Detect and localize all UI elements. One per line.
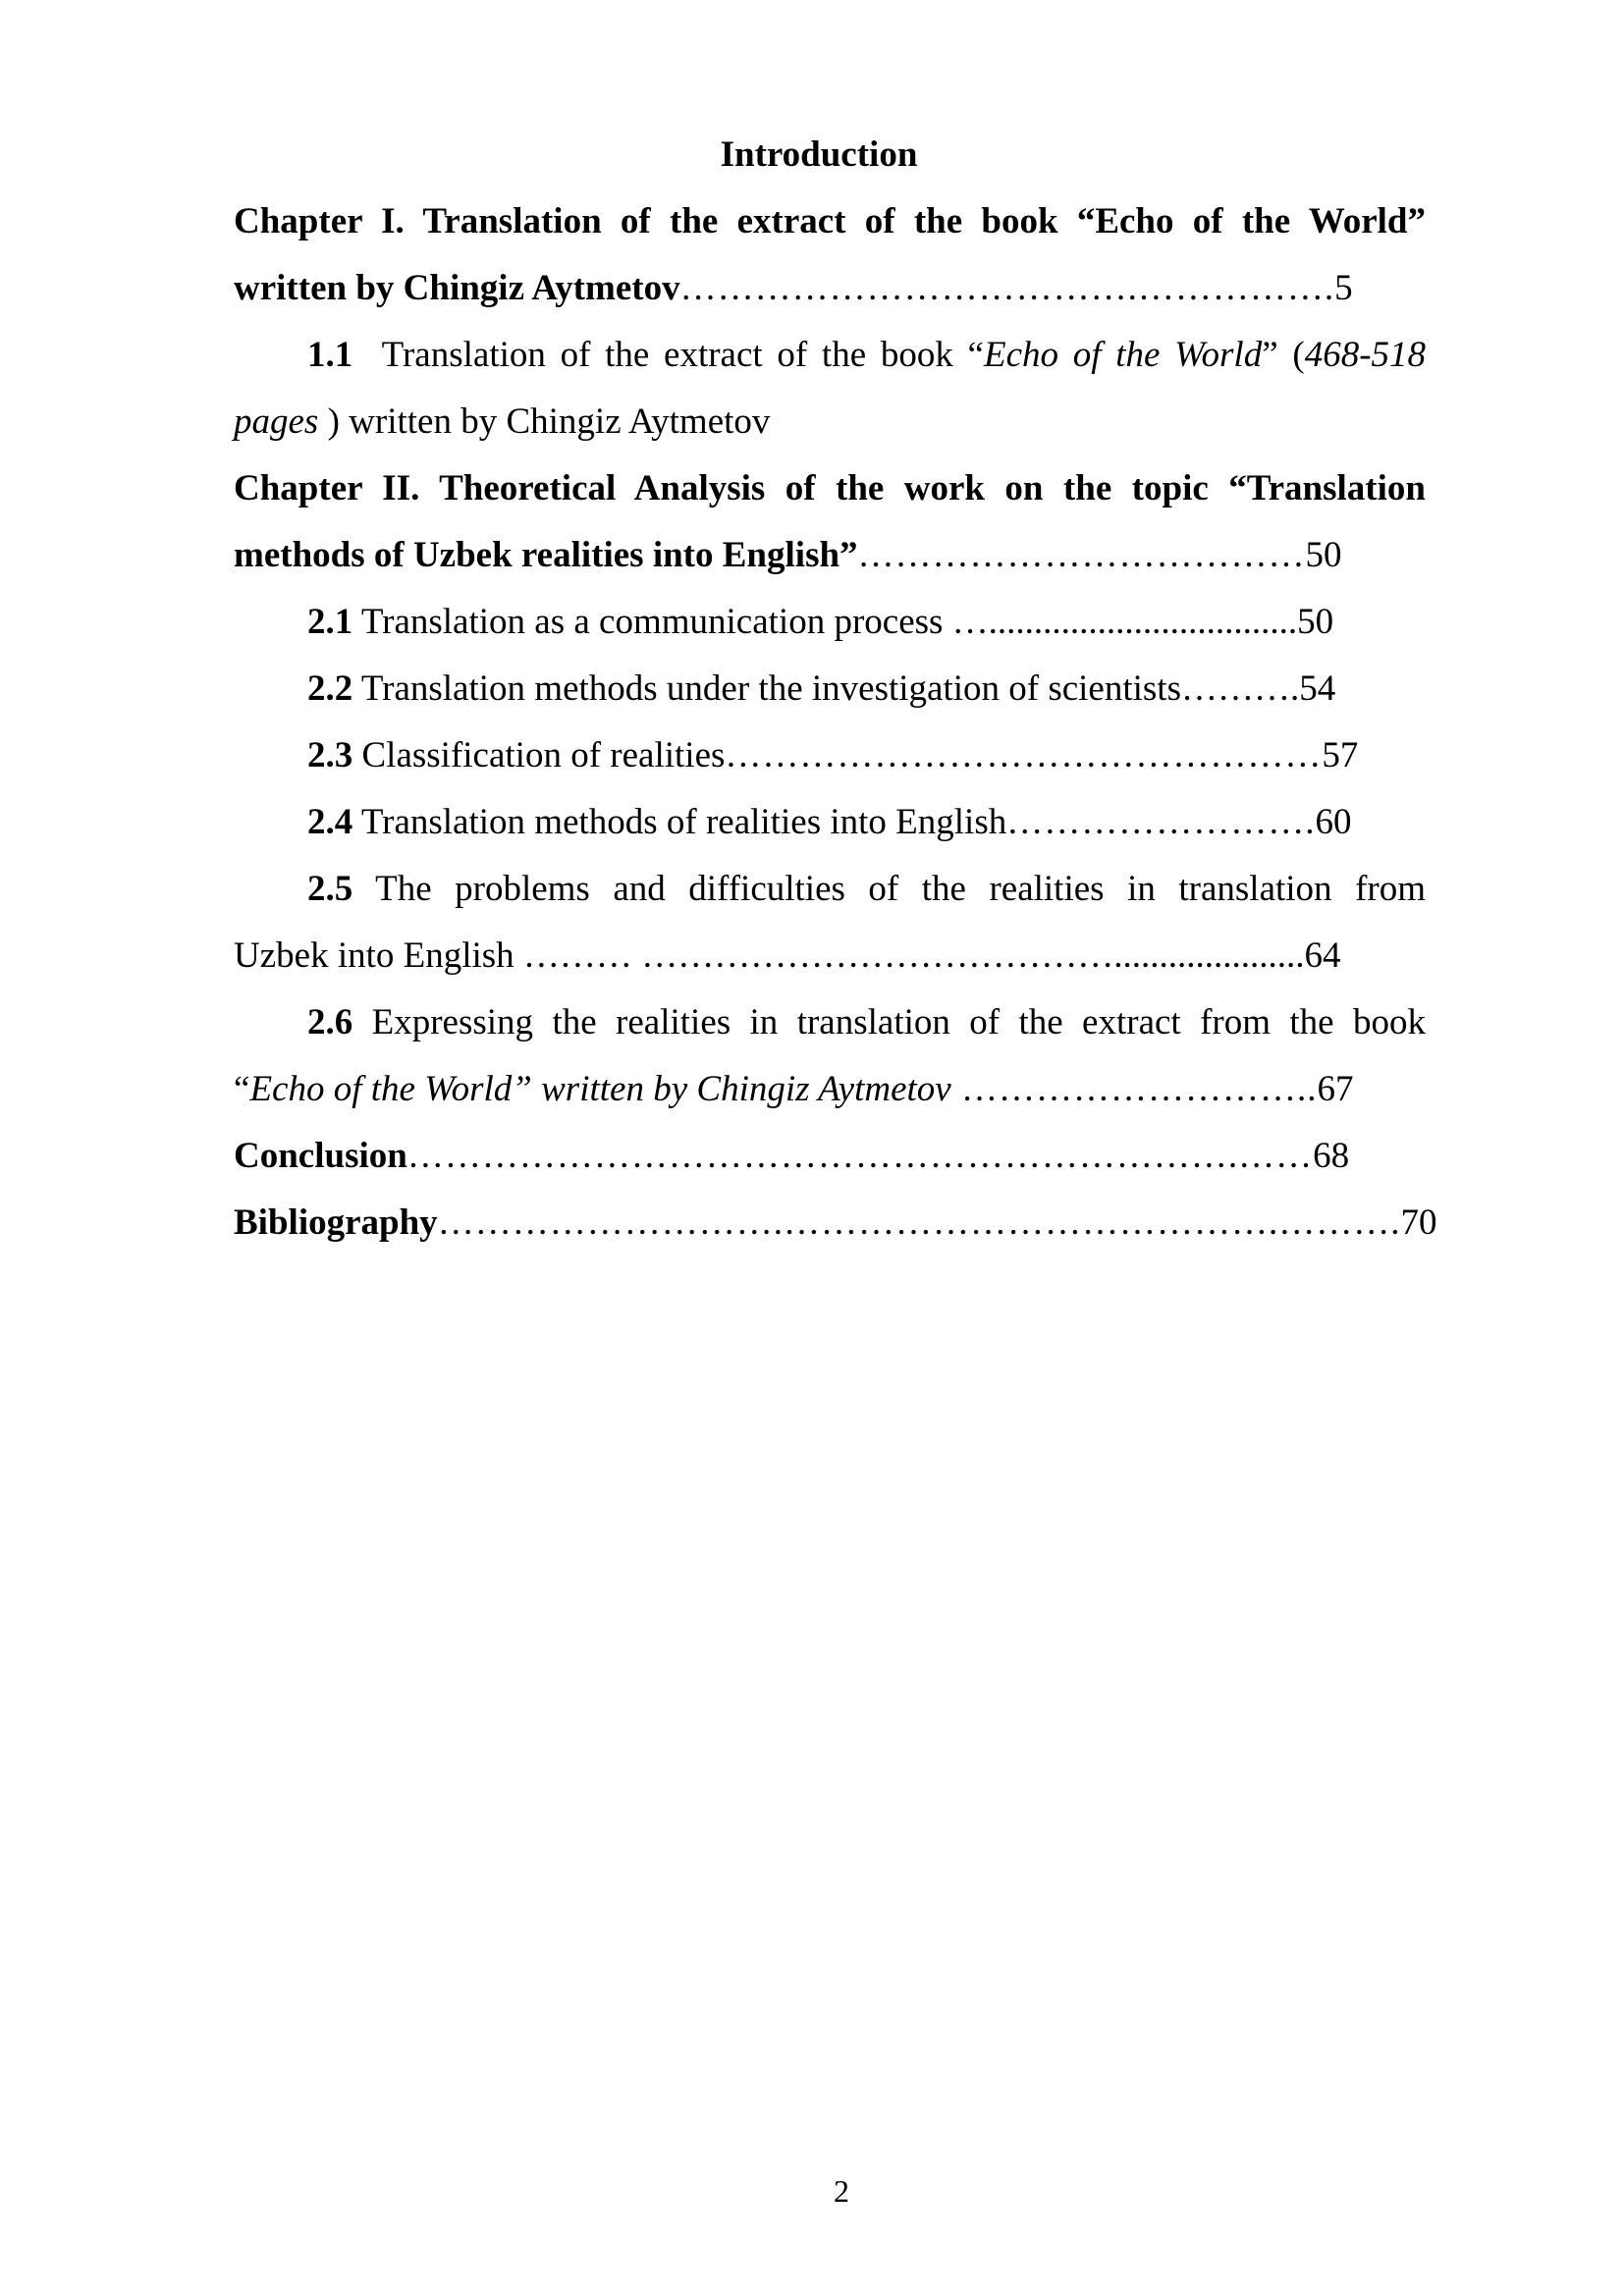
toc-chapter-1-title: written by Chingiz Aytmetov: [234, 268, 680, 308]
toc-open-quote: “: [234, 1069, 250, 1109]
toc-page-number: 68: [1313, 1136, 1350, 1176]
toc-leader-dots: ……………………………….…………….: [679, 268, 1335, 308]
toc-section-1-1-line-1: [234, 322, 1426, 389]
toc-section-2-6-line-2: [234, 1056, 1426, 1123]
toc-section-2-1: [234, 589, 1426, 656]
toc-section-2-2: [234, 656, 1426, 722]
table-of-contents: [234, 122, 1437, 1256]
toc-section-2-5-line-2: [234, 923, 1426, 989]
toc-section-book-title: Echo of the World: [983, 335, 1263, 375]
toc-leader-dots: ………………………..: [950, 1069, 1318, 1109]
toc-section-2-4: [234, 789, 1426, 856]
toc-section-2-3: [234, 722, 1426, 789]
toc-section-page-range: 468-518: [1304, 335, 1427, 375]
toc-leader-dots: ……………………….………………………………….……….: [437, 1202, 1401, 1243]
toc-leader-dots: ………………………………: [857, 535, 1306, 575]
toc-leader-dots: ……….: [1181, 668, 1300, 709]
toc-page-number: 50: [1305, 535, 1342, 575]
toc-chapter-2-title: methods of Uzbek realities into English”: [234, 535, 858, 575]
toc-page-number: 70: [1400, 1202, 1437, 1243]
toc-section-text: Translation as a communication process: [352, 602, 952, 642]
toc-section-number: 2.1: [307, 602, 353, 642]
toc-leader-dots: ………………………………….....................: [641, 935, 1305, 976]
toc-page-number: 64: [1304, 935, 1341, 976]
toc-section-number: 2.4: [307, 802, 353, 842]
toc-leader-dots: ………………………………………………………….……: [406, 1136, 1314, 1176]
toc-section-text: Uzbek into English ………: [234, 935, 642, 976]
toc-section-text: Translation of the extract of the book “: [381, 335, 984, 375]
toc-section-number: 2.3: [307, 735, 353, 775]
toc-page-number: 54: [1299, 668, 1336, 709]
toc-section-number: 2.2: [307, 668, 353, 709]
toc-section-text: ) written by Chingiz Aytmetov: [318, 401, 771, 442]
toc-page-number: 57: [1322, 735, 1359, 775]
toc-section-text: Translation methods under the investigation of scientists: [352, 668, 1181, 709]
toc-section-text: The problems and difficulties of the realities in translation from: [352, 869, 1426, 909]
toc-page-number: 50: [1297, 602, 1334, 642]
toc-section-pages-word: pages: [234, 401, 319, 442]
toc-section-1-1-line-2: [234, 389, 1426, 455]
toc-leader-dots: …..................................: [951, 602, 1298, 642]
page-number-footer: 2: [834, 2173, 849, 2209]
toc-section-2-5-line-1: [234, 856, 1426, 923]
toc-conclusion-title: Conclusion: [234, 1136, 407, 1176]
toc-section-number: 2.6: [307, 1002, 353, 1042]
toc-section-text: Translation methods of realities into English: [352, 802, 1007, 842]
toc-chapter-2-line-1: Chapter II. Theoretical Analysis of the work on the topic “Translation: [234, 468, 1426, 508]
toc-leader-dots: …………………….: [1006, 802, 1316, 842]
toc-section-2-6-line-1: [234, 989, 1426, 1056]
toc-page-number: 67: [1317, 1069, 1354, 1109]
toc-page-number: 5: [1334, 268, 1353, 308]
toc-section-book-title: Echo of the World” written by Chingiz Aytmetov: [249, 1069, 951, 1109]
toc-chapter-1-line-2: [234, 255, 1426, 322]
toc-chapter-2-line-2: [234, 522, 1426, 589]
toc-introduction: Introduction: [720, 134, 918, 175]
toc-leader-dots: …………………………………………: [725, 735, 1323, 775]
toc-section-number: 2.5: [307, 869, 353, 909]
toc-chapter-1-line-1: Chapter I. Translation of the extract of the book “Echo of the World”: [234, 201, 1426, 241]
toc-section-number: 1.1: [307, 335, 353, 375]
toc-conclusion: [234, 1123, 1426, 1190]
toc-section-text: ” (: [1262, 335, 1305, 375]
toc-page-number: 60: [1315, 802, 1352, 842]
toc-bibliography-title: Bibliography: [234, 1202, 438, 1243]
toc-bibliography: [234, 1190, 1437, 1256]
toc-section-text: Classification of realities: [352, 735, 726, 775]
toc-section-text: Expressing the realities in translation of the extract from the book: [352, 1002, 1426, 1042]
